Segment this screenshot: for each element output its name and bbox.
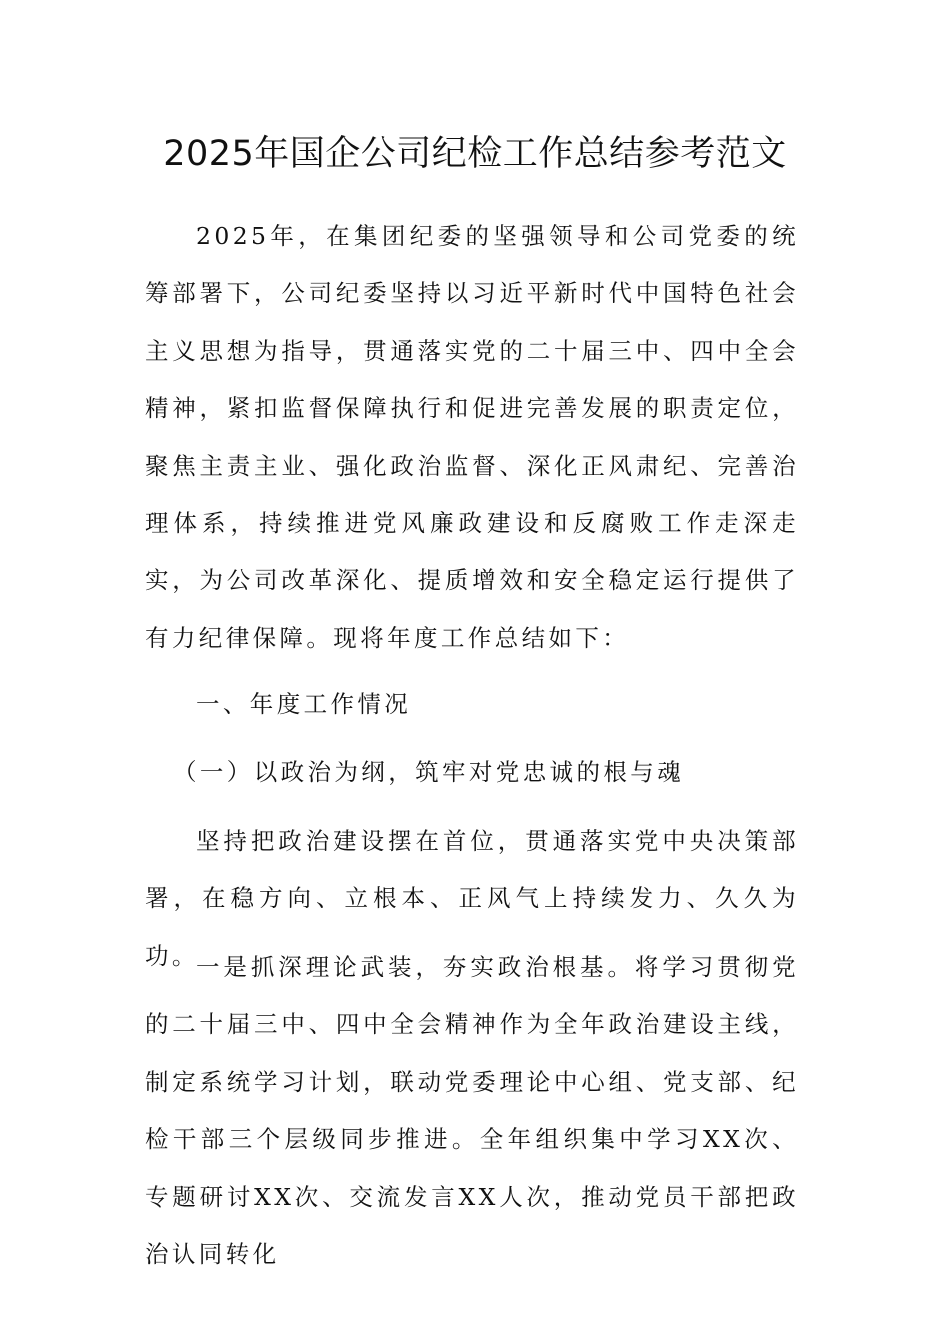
paragraph-intro: 2025年，在集团纪委的坚强领导和公司党委的统筹部署下，公司纪委坚持以习近平新时代中国特色社会主义思想为指导，贯通落实党的二十届三中、四中全会精神，紧扣监督保障执行和促进完善发展的职责定位，聚焦主责主业、强化政治监督、深化正风肃纪、完善治理体系，持续推进党风廉政建设和反腐败工作走深走实，为公司改革深化、提质增效和安全稳定运行提供了有力纪律保障。现将年度工作总结如下： — [145, 222, 799, 652]
paragraph-political-building: 坚持把政治建设摆在首位，贯通落实党中央决策部署，在稳方向、立根本、正风气上持续发力、久久为功。 — [145, 827, 799, 970]
subsection-heading-1: （一）以政治为纲，筑牢对党忠诚的根与魂 — [173, 758, 685, 786]
paragraph-theory-study: 一是抓深理论武装，夯实政治根基。将学习贯彻党的二十届三中、四中全会精神作为全年政治建设主线，制定系统学习计划，联动党委理论中心组、党支部、纪检干部三个层级同步推进。全年组织集中学习XX次、专题研讨XX次、交流发言XX人次，推动党员干部把政治认同转化 — [145, 953, 799, 1269]
section-heading-1: 一、年度工作情况 — [196, 690, 412, 718]
document-title: 2025年国企公司纪检工作总结参考范文 — [163, 134, 787, 174]
